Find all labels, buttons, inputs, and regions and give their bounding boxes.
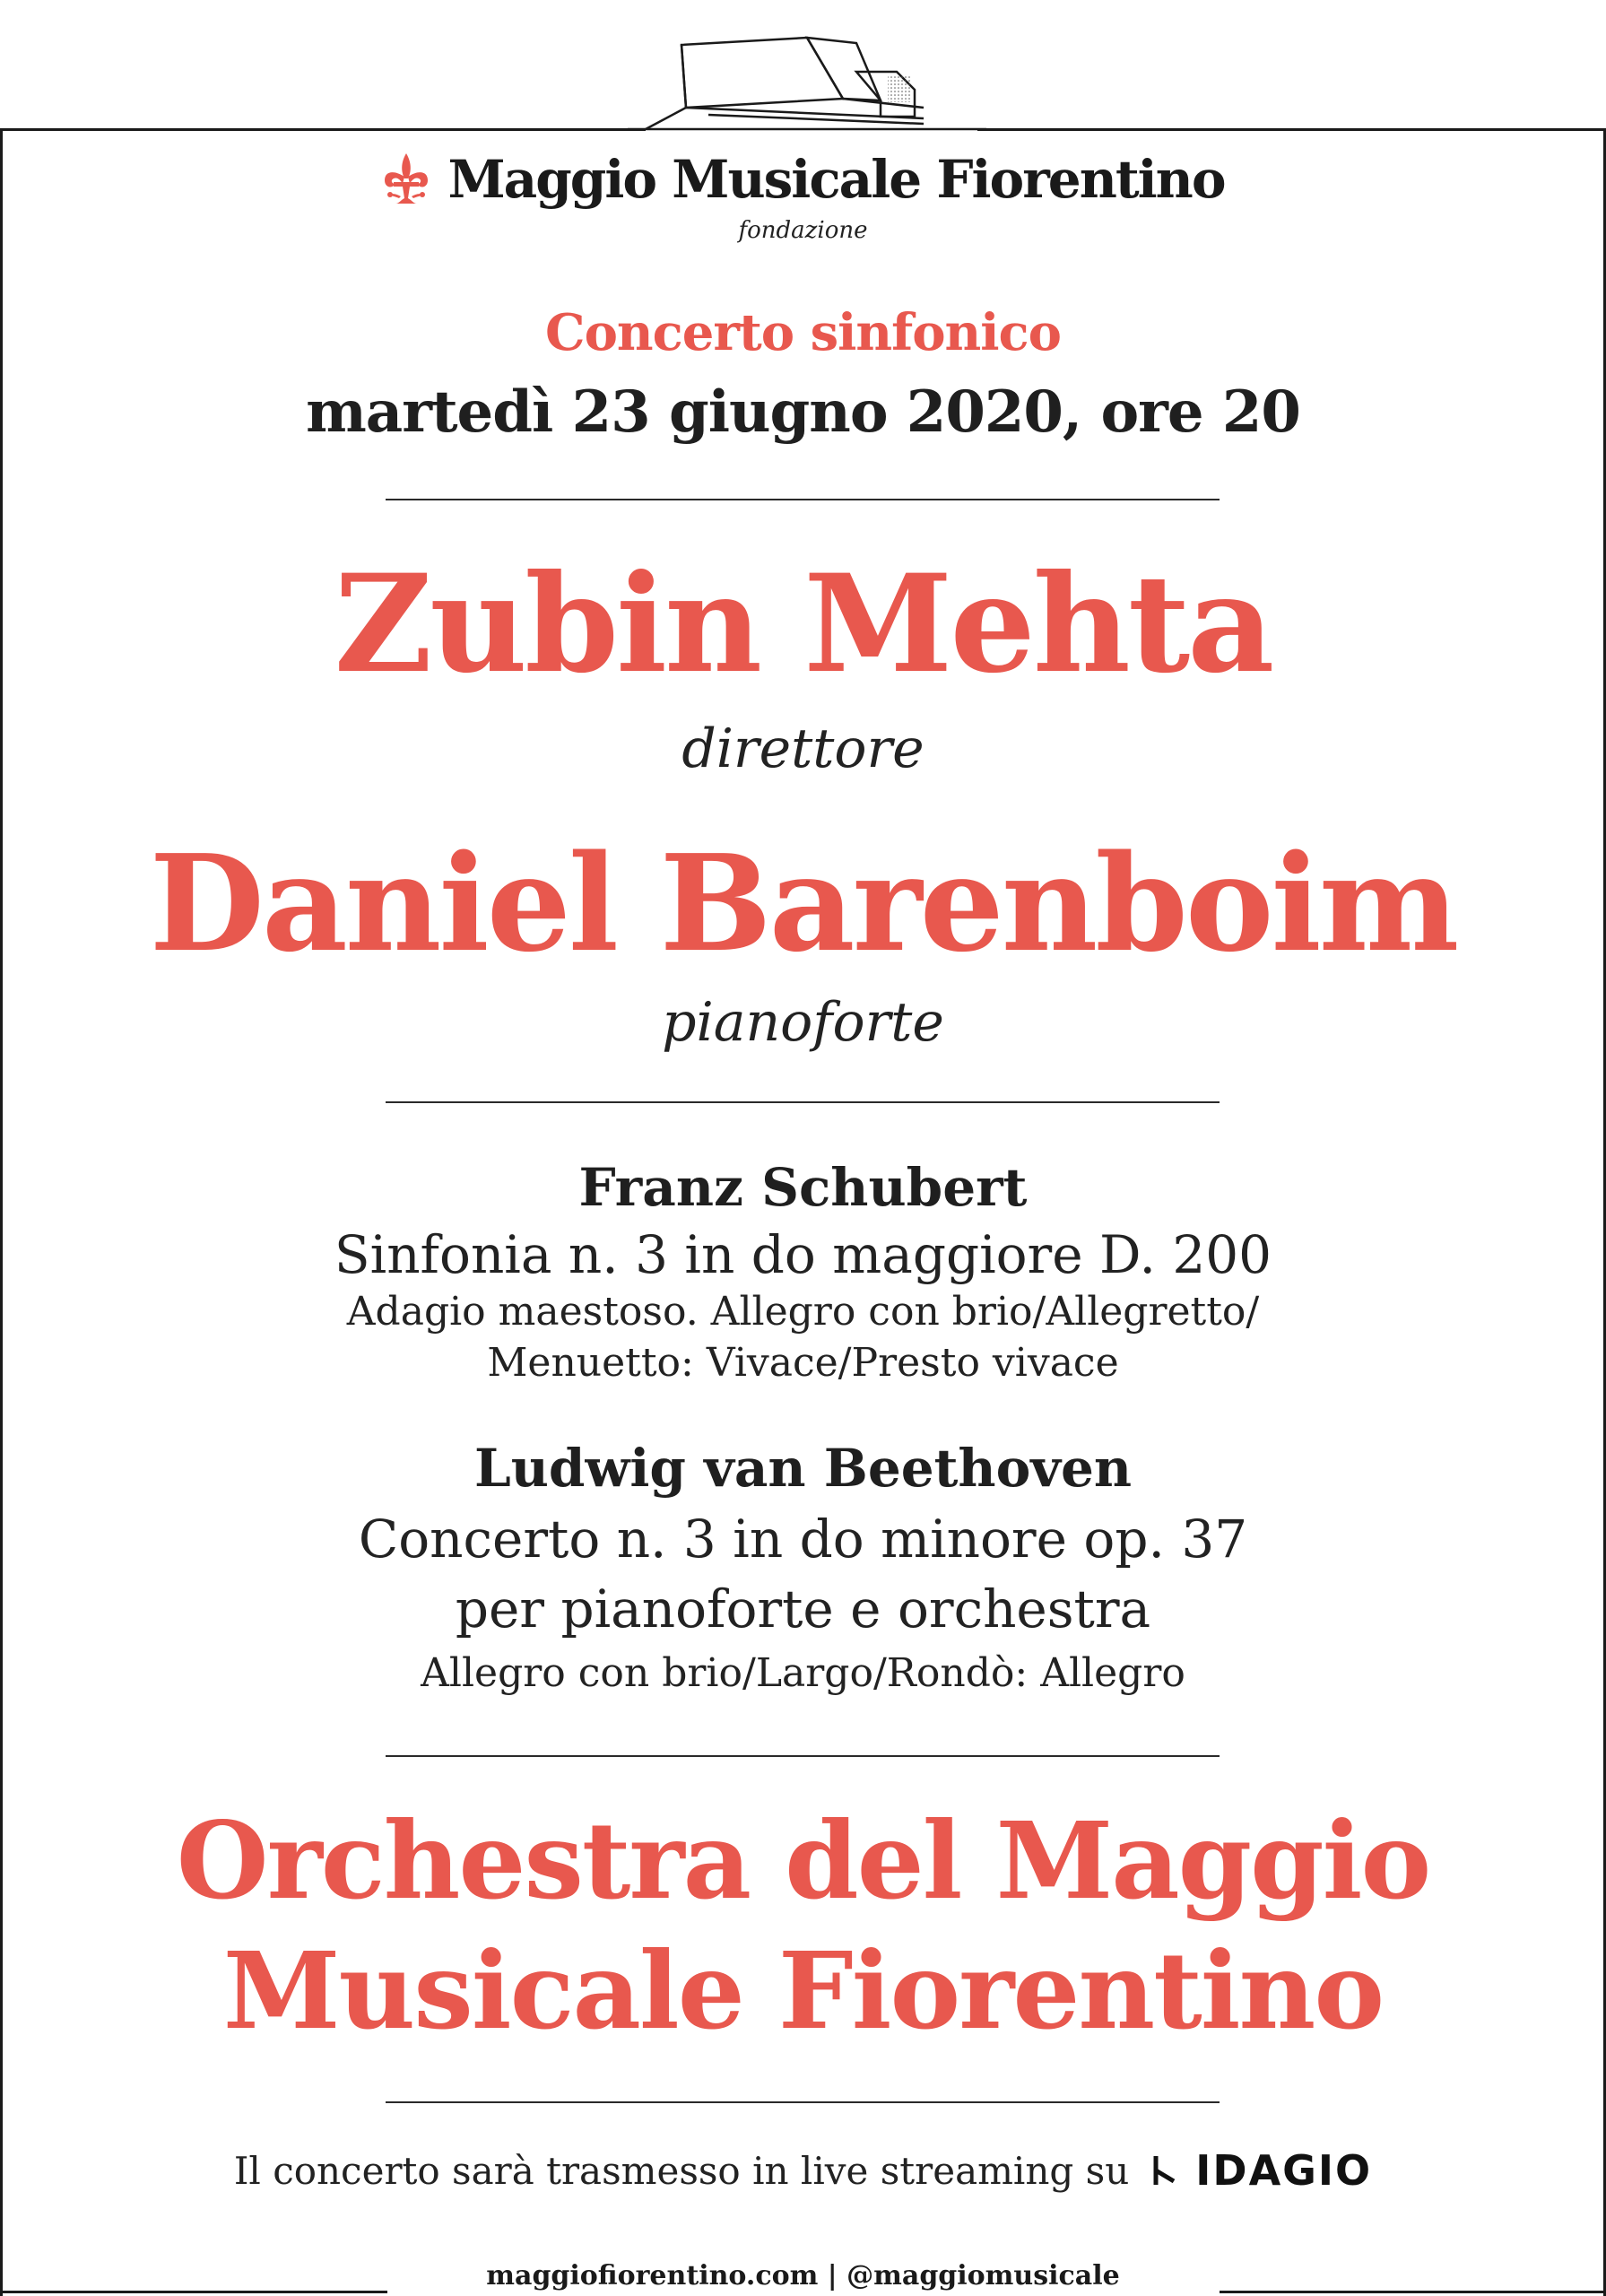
- streaming-text: Il concerto sarà trasmesso in live streaming su: [233, 2148, 1130, 2193]
- streaming-info: [0, 2144, 1606, 2197]
- divider-4: [386, 2101, 1220, 2103]
- florence-lily-icon: [381, 152, 431, 207]
- program-work: Sinfonia n. 3 in do maggiore D. 200: [334, 1224, 1272, 1285]
- divider-2: [386, 1101, 1220, 1103]
- idagio-play-icon: [1152, 2154, 1183, 2187]
- program-work: Concerto n. 3 in do minore op. 37: [358, 1509, 1248, 1570]
- idagio-wordmark: IDAGIO: [1195, 2146, 1373, 2195]
- program-movements: Menuetto: Vivace/Presto vivace: [487, 1340, 1119, 1386]
- opera-house-building-icon: [628, 18, 986, 135]
- orchestra-name-line-1: Orchestra del Maggio: [176, 1798, 1430, 1923]
- brand-name: Maggio Musicale Fiorentino: [447, 149, 1225, 210]
- frame-top-right: [977, 128, 1606, 131]
- event-type: Concerto sinfonico: [545, 303, 1061, 362]
- pianist-role: pianoforte: [662, 991, 944, 1054]
- divider-1: [386, 499, 1220, 500]
- brand-header: [0, 144, 1606, 215]
- orchestra-name-line-2: Musicale Fiorentino: [222, 1928, 1384, 2053]
- frame-top-left: [0, 128, 646, 131]
- conductor-role: direttore: [681, 718, 925, 780]
- program-composer: Ludwig van Beethoven: [473, 1438, 1133, 1499]
- event-date: martedì 23 giugno 2020, ore 20: [306, 378, 1300, 446]
- program-composer: Franz Schubert: [578, 1157, 1028, 1218]
- brand-subtitle: fondazione: [738, 217, 868, 244]
- divider-3: [386, 1755, 1220, 1757]
- program-work: per pianoforte e orchestra: [455, 1578, 1151, 1639]
- footer-links[interactable]: maggiofiorentino.com | @maggiomusicale: [486, 2260, 1120, 2292]
- pianist-name: Daniel Barenboim: [149, 825, 1457, 981]
- program-movements: Adagio maestoso. Allegro con brio/Allegretto/: [346, 1289, 1260, 1335]
- idagio-logo[interactable]: [1152, 2146, 1372, 2195]
- program-movements: Allegro con brio/Largo/Rondò: Allegro: [421, 1650, 1185, 1696]
- conductor-name: Zubin Mehta: [334, 545, 1272, 703]
